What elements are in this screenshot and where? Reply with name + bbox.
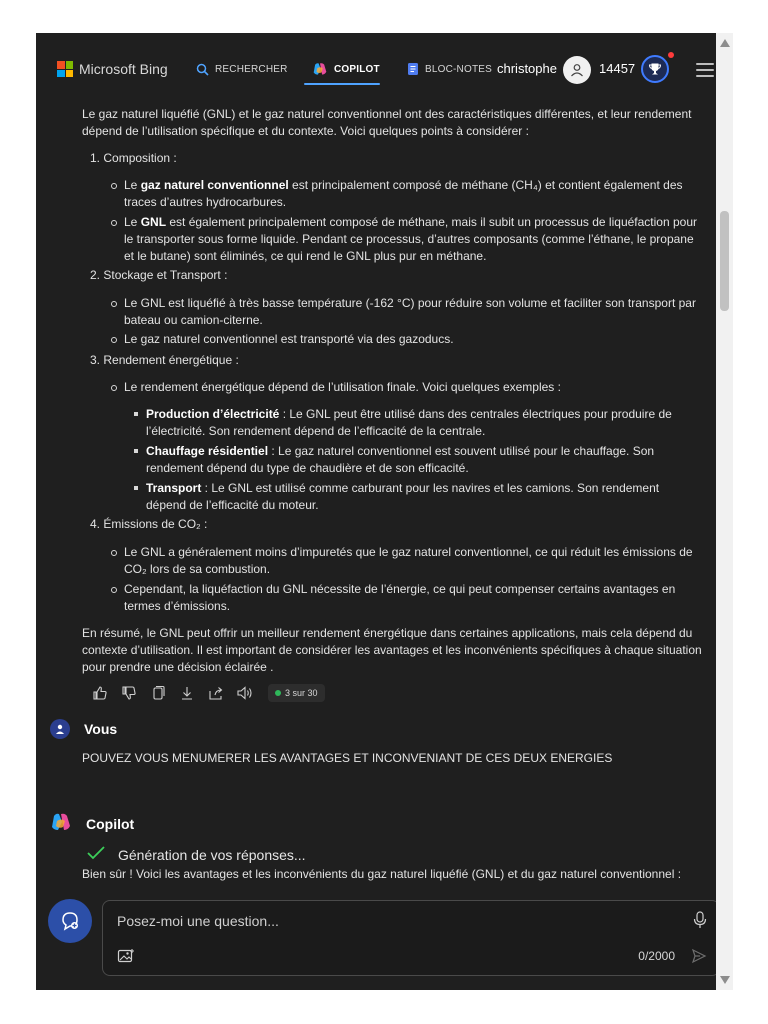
notification-dot [668, 52, 674, 58]
generation-status: Génération de vos réponses... [86, 845, 306, 864]
notebook-icon [407, 62, 419, 76]
new-topic-button[interactable] [48, 899, 92, 943]
copilot-logo-icon [50, 812, 72, 835]
username[interactable]: christophe [497, 61, 557, 76]
tab-copilot[interactable]: COPILOT [312, 59, 380, 79]
hamburger-menu-icon[interactable] [696, 63, 714, 77]
rewards-points[interactable]: 14457 [599, 61, 636, 76]
character-count: 0/2000 [638, 949, 675, 963]
list-item: Le rendement énergétique dépend de l’utilisation finale. Voici quelques exemples : [110, 379, 702, 396]
list-item: Le GNL a généralement moins d’impuretés que le gaz naturel conventionnel, ce qui réduit les émissions de CO₂ lors de sa combustion. [110, 544, 702, 578]
thumbs-down-icon[interactable] [119, 683, 139, 703]
section-2: 2. Stockage et Transport : [90, 268, 228, 282]
list-item: Le gaz naturel conventionnel est transporté via des gazoducs. [110, 331, 702, 348]
scrollbar-thumb[interactable] [720, 211, 729, 311]
tab-search[interactable]: RECHERCHER [196, 59, 288, 79]
section-4: 4. Émissions de CO₂ : [90, 517, 208, 531]
response-counter: 3 sur 30 [268, 684, 325, 702]
scroll-up-arrow-icon[interactable] [720, 39, 730, 47]
list-item: Le GNL est liquéfié à très basse température (-162 °C) pour réduire son volume et faciliter son transport par bateau ou camion-citerne. [110, 295, 702, 329]
answer-summary: En résumé, le GNL peut offrir un meilleur rendement énergétique dans certaines applications, mais cela dépend du contexte d’utilisation. Il est important de considérer les avantages et les inconvénients spécifiques à chaque situation pour prendre une décision éclairée . [82, 626, 702, 674]
tab-notebook[interactable]: BLOC-NOTES [407, 59, 492, 79]
section-1: 1. Composition : [90, 151, 177, 165]
send-icon[interactable] [691, 948, 707, 969]
search-icon [196, 63, 209, 76]
read-aloud-icon[interactable] [235, 683, 255, 703]
download-icon[interactable] [177, 683, 197, 703]
browser-window [36, 33, 733, 990]
chat-composer[interactable] [102, 900, 720, 976]
section-3: 3. Rendement énergétique : [90, 353, 239, 367]
list-item: Le gaz naturel conventionnel est principalement composé de méthane (CH₄) et contient également des traces d’autres hydrocarbures. [110, 177, 702, 211]
user-message: POUVEZ VOUS MENUMERER LES AVANTAGES ET INCONVENIANT DE CES DEUX ENERGIES [82, 751, 613, 765]
copilot-reply: Bien sûr ! Voici les avantages et les inconvénients du gaz naturel liquéfié (GNL) et du gaz naturel conventionnel : [82, 867, 682, 881]
list-item: Production d’électricité : Le GNL peut être utilisé dans des centrales électriques pour produire de l’électricité. Son rendement dépend de l’efficacité de la centrale. [132, 406, 702, 440]
scroll-down-arrow-icon[interactable] [720, 976, 730, 984]
bing-logo[interactable]: Microsoft Bing [57, 61, 168, 77]
copilot-icon [312, 62, 328, 76]
active-tab-indicator [304, 83, 380, 85]
user-icon [569, 62, 585, 78]
check-icon [86, 845, 106, 864]
list-item: Cependant, la liquéfaction du GNL nécessite de l’énergie, ce qui peut compenser certains avantages en termes d’émissions. [110, 581, 702, 615]
answer-actions [90, 683, 325, 703]
list-item: Transport : Le GNL est utilisé comme carburant pour les navires et les camions. Son rendement dépend de l’efficacité du moteur. [132, 480, 702, 514]
trophy-icon [648, 62, 662, 76]
status-dot-icon [275, 690, 281, 696]
copilot-turn-header: Copilot [50, 812, 134, 835]
list-item: Le GNL est également principalement composé de méthane, mais il subit un processus de liquéfaction pour le transporter sous forme liquide. Pendant ce processus, d’autres composants (comme l’éthane, le propane et le butane) sont éliminés, ce qui rend le GNL plus pur en méthane. [110, 214, 702, 265]
top-header [36, 33, 716, 105]
thumbs-up-icon[interactable] [90, 683, 110, 703]
answer-intro: Le gaz naturel liquéfié (GNL) et le gaz naturel conventionnel ont des caractéristiques différentes, et leur rendement dépend de l’utilisation spécifique et du contexte. Voici quelques points à considérer : [82, 107, 692, 138]
avatar[interactable] [563, 56, 591, 84]
scrollbar[interactable] [716, 33, 733, 990]
microsoft-logo-icon [57, 61, 73, 77]
user-avatar-icon [50, 719, 70, 739]
rewards-button[interactable] [641, 55, 669, 83]
list-item: Chauffage résidentiel : Le gaz naturel conventionnel est souvent utilisé pour le chauffage. Son rendement dépend du type de chaudière et de son efficacité. [132, 443, 702, 477]
question-input[interactable]: Posez-moi une question... [117, 913, 279, 929]
user-turn-header: Vous [50, 719, 117, 739]
share-icon[interactable] [206, 683, 226, 703]
copy-icon[interactable] [148, 683, 168, 703]
image-upload-icon[interactable] [117, 948, 135, 969]
microphone-icon[interactable] [693, 911, 707, 934]
